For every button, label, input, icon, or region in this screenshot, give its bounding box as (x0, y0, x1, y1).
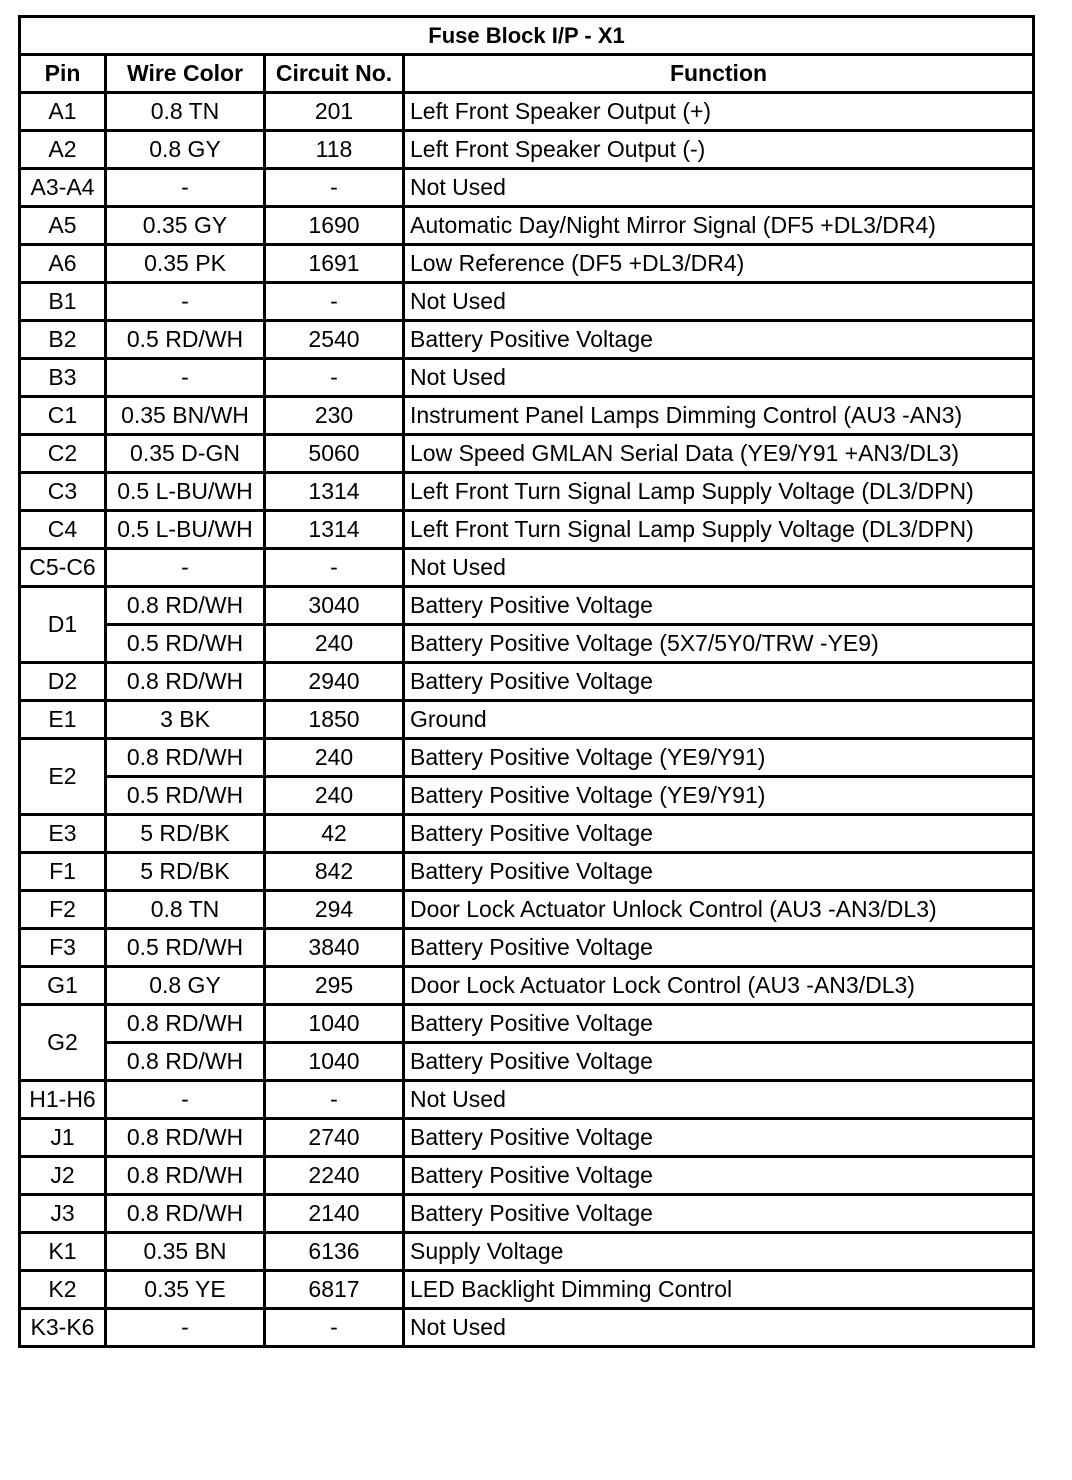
circuit-no-cell: 294 (265, 891, 404, 929)
wire-color-cell: 0.8 RD/WH (106, 1119, 265, 1157)
function-cell: Not Used (404, 1081, 1034, 1119)
pin-cell: G1 (20, 967, 106, 1005)
table-row (20, 283, 1034, 321)
pin-cell: K2 (20, 1271, 106, 1309)
header-wire-color: Wire Color (106, 55, 265, 93)
header-pin: Pin (20, 55, 106, 93)
wire-color-cell: 0.8 RD/WH (106, 663, 265, 701)
function-cell: LED Backlight Dimming Control (404, 1271, 1034, 1309)
table-row (20, 701, 1034, 739)
table-row (20, 739, 1034, 777)
wire-color-cell: 0.8 RD/WH (106, 1195, 265, 1233)
pin-cell: A5 (20, 207, 106, 245)
wire-color-cell: - (106, 549, 265, 587)
table-row (20, 549, 1034, 587)
pin-cell: K1 (20, 1233, 106, 1271)
table-row (20, 131, 1034, 169)
header-function: Function (404, 55, 1034, 93)
table-row (20, 891, 1034, 929)
pin-cell: J3 (20, 1195, 106, 1233)
function-cell: Battery Positive Voltage (404, 663, 1034, 701)
function-cell: Battery Positive Voltage (YE9/Y91) (404, 777, 1034, 815)
function-cell: Left Front Turn Signal Lamp Supply Voltage (DL3/DPN) (404, 473, 1034, 511)
wire-color-cell: 0.35 BN/WH (106, 397, 265, 435)
wire-color-cell: 3 BK (106, 701, 265, 739)
function-cell: Left Front Turn Signal Lamp Supply Voltage (DL3/DPN) (404, 511, 1034, 549)
wire-color-cell: 0.35 PK (106, 245, 265, 283)
circuit-no-cell: 6817 (265, 1271, 404, 1309)
circuit-no-cell: - (265, 549, 404, 587)
wire-color-cell: 0.8 RD/WH (106, 587, 265, 625)
table-row (20, 967, 1034, 1005)
function-cell: Ground (404, 701, 1034, 739)
pin-cell: A2 (20, 131, 106, 169)
circuit-no-cell: - (265, 1081, 404, 1119)
pin-cell: B3 (20, 359, 106, 397)
wire-color-cell: 0.8 GY (106, 967, 265, 1005)
function-cell: Not Used (404, 359, 1034, 397)
table-row (20, 473, 1034, 511)
circuit-no-cell: 1314 (265, 511, 404, 549)
circuit-no-cell: 2240 (265, 1157, 404, 1195)
wire-color-cell: 0.5 L-BU/WH (106, 473, 265, 511)
circuit-no-cell: - (265, 169, 404, 207)
pin-cell: E3 (20, 815, 106, 853)
header-row (20, 55, 1034, 93)
pin-cell: B1 (20, 283, 106, 321)
wire-color-cell: 0.35 BN (106, 1233, 265, 1271)
function-cell: Supply Voltage (404, 1233, 1034, 1271)
wire-color-cell: - (106, 1081, 265, 1119)
wire-color-cell: 0.8 GY (106, 131, 265, 169)
circuit-no-cell: 240 (265, 777, 404, 815)
wire-color-cell: 0.8 RD/WH (106, 1005, 265, 1043)
table-row (20, 435, 1034, 473)
circuit-no-cell: 1690 (265, 207, 404, 245)
pin-cell: G2 (20, 1005, 106, 1081)
table-row (20, 245, 1034, 283)
table-row (20, 1271, 1034, 1309)
circuit-no-cell: 240 (265, 739, 404, 777)
pin-cell: F1 (20, 853, 106, 891)
table-row (20, 169, 1034, 207)
function-cell: Not Used (404, 169, 1034, 207)
function-cell: Battery Positive Voltage (YE9/Y91) (404, 739, 1034, 777)
function-cell: Battery Positive Voltage (404, 929, 1034, 967)
circuit-no-cell: 3040 (265, 587, 404, 625)
pin-cell: F3 (20, 929, 106, 967)
wire-color-cell: 0.5 RD/WH (106, 777, 265, 815)
wire-color-cell: 0.35 YE (106, 1271, 265, 1309)
pin-cell: C5-C6 (20, 549, 106, 587)
wire-color-cell: 0.35 D-GN (106, 435, 265, 473)
function-cell: Door Lock Actuator Lock Control (AU3 -AN3/DL3) (404, 967, 1034, 1005)
circuit-no-cell: 230 (265, 397, 404, 435)
table-row (20, 511, 1034, 549)
table-row (20, 929, 1034, 967)
wire-color-cell: 0.5 L-BU/WH (106, 511, 265, 549)
circuit-no-cell: 2540 (265, 321, 404, 359)
pin-cell: J2 (20, 1157, 106, 1195)
table-body (20, 93, 1034, 1347)
table-title: Fuse Block I/P - X1 (20, 17, 1034, 55)
function-cell: Battery Positive Voltage (404, 1195, 1034, 1233)
wire-color-cell: 5 RD/BK (106, 853, 265, 891)
title-row (20, 17, 1034, 55)
wire-color-cell: 5 RD/BK (106, 815, 265, 853)
circuit-no-cell: - (265, 283, 404, 321)
table-row (20, 93, 1034, 131)
pin-cell: K3-K6 (20, 1309, 106, 1347)
table-row (20, 777, 1034, 815)
circuit-no-cell: - (265, 1309, 404, 1347)
table-row (20, 397, 1034, 435)
fuse-block-table (18, 15, 1035, 1348)
wire-color-cell: - (106, 169, 265, 207)
pin-cell: F2 (20, 891, 106, 929)
pin-cell: B2 (20, 321, 106, 359)
function-cell: Battery Positive Voltage (404, 1005, 1034, 1043)
pin-cell: D1 (20, 587, 106, 663)
table-row (20, 1081, 1034, 1119)
table-row (20, 1043, 1034, 1081)
table-row (20, 207, 1034, 245)
circuit-no-cell: 1040 (265, 1043, 404, 1081)
pin-cell: A3-A4 (20, 169, 106, 207)
table-row (20, 1119, 1034, 1157)
function-cell: Left Front Speaker Output (-) (404, 131, 1034, 169)
circuit-no-cell: 3840 (265, 929, 404, 967)
table-row (20, 1233, 1034, 1271)
circuit-no-cell: 1040 (265, 1005, 404, 1043)
circuit-no-cell: 2940 (265, 663, 404, 701)
circuit-no-cell: 2140 (265, 1195, 404, 1233)
wire-color-cell: 0.8 TN (106, 891, 265, 929)
table-row (20, 321, 1034, 359)
circuit-no-cell: 118 (265, 131, 404, 169)
pin-cell: E2 (20, 739, 106, 815)
pin-cell: C3 (20, 473, 106, 511)
table-row (20, 815, 1034, 853)
function-cell: Not Used (404, 1309, 1034, 1347)
wire-color-cell: - (106, 1309, 265, 1347)
function-cell: Battery Positive Voltage (404, 1043, 1034, 1081)
table-row (20, 1157, 1034, 1195)
pin-cell: A1 (20, 93, 106, 131)
wire-color-cell: 0.8 RD/WH (106, 739, 265, 777)
circuit-no-cell: 240 (265, 625, 404, 663)
function-cell: Battery Positive Voltage (404, 1157, 1034, 1195)
header-circuit-no: Circuit No. (265, 55, 404, 93)
function-cell: Automatic Day/Night Mirror Signal (DF5 +DL3/DR4) (404, 207, 1034, 245)
function-cell: Battery Positive Voltage (404, 587, 1034, 625)
pin-cell: H1-H6 (20, 1081, 106, 1119)
circuit-no-cell: 842 (265, 853, 404, 891)
wire-color-cell: - (106, 359, 265, 397)
function-cell: Left Front Speaker Output (+) (404, 93, 1034, 131)
circuit-no-cell: 42 (265, 815, 404, 853)
circuit-no-cell: 6136 (265, 1233, 404, 1271)
function-cell: Battery Positive Voltage (5X7/5Y0/TRW -YE9) (404, 625, 1034, 663)
circuit-no-cell: - (265, 359, 404, 397)
table-row (20, 359, 1034, 397)
function-cell: Instrument Panel Lamps Dimming Control (AU3 -AN3) (404, 397, 1034, 435)
table-row (20, 1309, 1034, 1347)
wire-color-cell: 0.5 RD/WH (106, 929, 265, 967)
table-row (20, 663, 1034, 701)
function-cell: Battery Positive Voltage (404, 321, 1034, 359)
table-row (20, 625, 1034, 663)
function-cell: Low Reference (DF5 +DL3/DR4) (404, 245, 1034, 283)
circuit-no-cell: 1314 (265, 473, 404, 511)
pin-cell: C2 (20, 435, 106, 473)
circuit-no-cell: 1691 (265, 245, 404, 283)
circuit-no-cell: 1850 (265, 701, 404, 739)
function-cell: Not Used (404, 549, 1034, 587)
wire-color-cell: 0.8 RD/WH (106, 1043, 265, 1081)
function-cell: Battery Positive Voltage (404, 815, 1034, 853)
pin-cell: C4 (20, 511, 106, 549)
wire-color-cell: - (106, 283, 265, 321)
pin-cell: C1 (20, 397, 106, 435)
table-row (20, 1195, 1034, 1233)
pin-cell: D2 (20, 663, 106, 701)
pin-cell: E1 (20, 701, 106, 739)
function-cell: Battery Positive Voltage (404, 1119, 1034, 1157)
pin-cell: J1 (20, 1119, 106, 1157)
pin-cell: A6 (20, 245, 106, 283)
wire-color-cell: 0.8 TN (106, 93, 265, 131)
wire-color-cell: 0.5 RD/WH (106, 625, 265, 663)
function-cell: Battery Positive Voltage (404, 853, 1034, 891)
function-cell: Low Speed GMLAN Serial Data (YE9/Y91 +AN3/DL3) (404, 435, 1034, 473)
function-cell: Door Lock Actuator Unlock Control (AU3 -AN3/DL3) (404, 891, 1034, 929)
wire-color-cell: 0.35 GY (106, 207, 265, 245)
connector-sheet (18, 15, 1032, 1348)
wire-color-cell: 0.5 RD/WH (106, 321, 265, 359)
circuit-no-cell: 201 (265, 93, 404, 131)
wire-color-cell: 0.8 RD/WH (106, 1157, 265, 1195)
circuit-no-cell: 2740 (265, 1119, 404, 1157)
circuit-no-cell: 295 (265, 967, 404, 1005)
table-row (20, 853, 1034, 891)
table-row (20, 587, 1034, 625)
function-cell: Not Used (404, 283, 1034, 321)
circuit-no-cell: 5060 (265, 435, 404, 473)
table-row (20, 1005, 1034, 1043)
